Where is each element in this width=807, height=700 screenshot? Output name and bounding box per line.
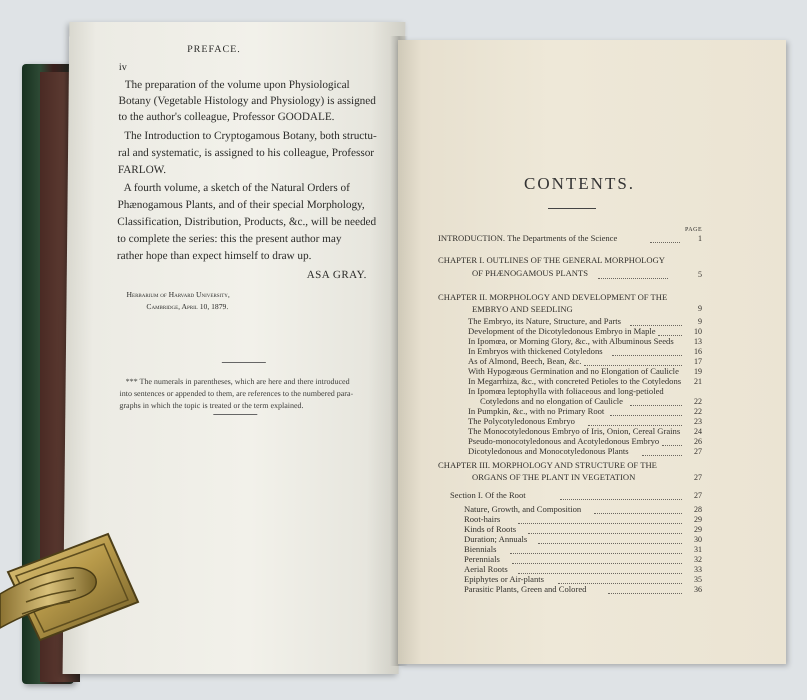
leader-dots	[538, 543, 682, 544]
divider	[213, 414, 257, 415]
leader-dots	[528, 533, 682, 534]
footnote-line: graphs in which the topic is treated or the term explained.	[119, 401, 304, 410]
toc-chapter-1-cont: OF PHÆNOGAMOUS PLANTS	[472, 268, 589, 278]
place-line: Herbarium of Harvard University,	[126, 290, 230, 299]
leader-dots	[630, 405, 682, 406]
toc-introduction: INTRODUCTION. The Departments of the Science	[438, 233, 618, 243]
toc-page: 27	[694, 491, 702, 500]
toc-page: 9	[698, 304, 702, 313]
toc-chapter-2: CHAPTER II. MORPHOLOGY AND DEVELOPMENT OF THE	[438, 292, 668, 302]
toc-item: The Polycotyledonous Embryo	[468, 416, 575, 426]
toc-page: 27	[694, 473, 702, 482]
toc-page: 21	[694, 377, 702, 386]
preface-line: Classification, Distribution, Products, &c., will be needed	[117, 216, 377, 228]
toc-page: 1	[698, 234, 702, 243]
toc-item: Kinds of Roots	[464, 524, 517, 534]
toc-page: 28	[694, 505, 702, 514]
preface-line: rather hope than expect himself to draw up.	[116, 250, 312, 262]
preface-line: to complete the series: this the present author may	[117, 233, 342, 245]
toc-item: Root-hairs	[464, 514, 501, 524]
preface-line: The preparation of the volume upon Physiological	[124, 79, 350, 91]
toc-item: Nature, Growth, and Composition	[464, 504, 582, 514]
toc-item: Biennials	[464, 544, 497, 554]
toc-page: 13	[694, 337, 702, 346]
leader-dots	[642, 455, 682, 456]
divider	[222, 362, 266, 363]
toc-item: Cotyledons and no elongation of Caulicle	[480, 396, 623, 406]
leader-dots	[518, 523, 682, 524]
toc-item: Development of the Dicotyledonous Embryo in Maple	[468, 326, 656, 336]
leader-dots	[650, 242, 680, 243]
toc-item: Pseudo-monocotyledonous and Acotyledonous Embryo	[468, 436, 660, 446]
toc-section-1: Section I. Of the Root	[450, 490, 526, 500]
preface-line: Phænogamous Plants, and of their special Morphology,	[117, 199, 365, 211]
signature: ASA GRAY.	[306, 269, 367, 281]
toc-item: Parasitic Plants, Green and Colored	[464, 584, 587, 594]
leader-dots	[594, 513, 682, 514]
toc-page: 32	[694, 555, 702, 564]
toc-page: 24	[694, 427, 702, 436]
toc-item: In Megarrhiza, &c., with concreted Petioles to the Cotyledons	[468, 376, 682, 386]
toc-page: 29	[694, 525, 702, 534]
toc-page: 10	[694, 327, 702, 336]
toc-page: 33	[694, 565, 702, 574]
toc-item: In Embryos with thickened Cotyledons	[468, 346, 603, 356]
leader-dots	[610, 415, 682, 416]
leader-dots	[560, 499, 682, 500]
brass-clip-image	[0, 532, 142, 650]
toc-item: Perennials	[464, 554, 500, 564]
preface-line: ral and systematic, is assigned to his colleague, Professor	[117, 147, 375, 159]
leader-dots	[510, 553, 682, 554]
contents-title: CONTENTS.	[524, 174, 636, 193]
toc-page: 31	[694, 545, 702, 554]
preface-line: to the author's colleague, Professor GOODALE.	[118, 111, 335, 123]
toc-item: In Ipomœa leptophylla with foliaceous and long-petioled	[468, 386, 664, 396]
footnote-line: into sentences or appended to them, are references to the numbered para-	[119, 389, 354, 398]
toc-item: Epiphytes or Air-plants	[464, 574, 545, 584]
toc-page: 22	[694, 397, 702, 406]
page-column-label: PAGE	[685, 227, 703, 233]
toc-page: 16	[694, 347, 702, 356]
leader-dots	[662, 445, 682, 446]
leader-dots	[612, 355, 682, 356]
toc-page: 19	[694, 367, 702, 376]
toc-page: 29	[694, 515, 702, 524]
toc-page: 22	[694, 407, 702, 416]
toc-item: As of Almond, Beech, Bean, &c.	[468, 356, 582, 366]
date-line: Cambridge, April 10, 1879.	[146, 302, 229, 311]
leader-dots	[598, 278, 668, 279]
toc-item: Aerial Roots	[464, 564, 508, 574]
divider	[548, 208, 596, 209]
toc-item: The Monocotyledonous Embryo of Iris, Onion, Cereal Grains	[468, 426, 681, 436]
toc-chapter-1: CHAPTER I. OUTLINES OF THE GENERAL MORPHOLOGY	[438, 255, 666, 265]
contents-page	[398, 40, 786, 664]
footnote-line: *** The numerals in parentheses, which are here and there introduced	[125, 377, 350, 386]
toc-page: 27	[694, 447, 702, 456]
toc-page: 36	[694, 585, 702, 594]
toc-page: 9	[698, 317, 702, 326]
preface-line: FARLOW.	[117, 164, 167, 176]
toc-page: 23	[694, 417, 702, 426]
toc-page: 26	[694, 437, 702, 446]
toc-page: 5	[698, 270, 702, 279]
preface-line: The Introduction to Cryptogamous Botany, both structu-	[124, 130, 377, 142]
toc-chapter-3-cont: ORGANS OF THE PLANT IN VEGETATION	[472, 472, 636, 482]
toc-page: 17	[694, 357, 702, 366]
toc-chapter-3: CHAPTER III. MORPHOLOGY AND STRUCTURE OF THE	[438, 460, 657, 470]
toc-chapter-2-cont: EMBRYO AND SEEDLING	[472, 304, 573, 314]
toc-item: The Embryo, its Nature, Structure, and Parts	[468, 316, 621, 326]
toc-item: Duration; Annuals	[464, 534, 528, 544]
toc-item: In Ipomœa, or Morning Glory, &c., with Albuminous Seeds	[468, 336, 674, 346]
page-number: iv	[118, 62, 127, 73]
preface-heading: PREFACE.	[187, 44, 241, 55]
toc-item: With Hypogæous Germination and no Elongation of Caulicle	[468, 366, 679, 376]
toc-page: 30	[694, 535, 702, 544]
leader-dots	[512, 563, 682, 564]
toc-page: 35	[694, 575, 702, 584]
toc-item: Dicotyledonous and Monocotyledonous Plants	[468, 446, 629, 456]
leader-dots	[608, 593, 682, 594]
toc-item: In Pumpkin, &c., with no Primary Root	[468, 406, 605, 416]
preface-line: A fourth volume, a sketch of the Natural Orders of	[123, 182, 350, 194]
preface-line: Botany (Vegetable Histology and Physiology) is assigned	[118, 95, 376, 107]
